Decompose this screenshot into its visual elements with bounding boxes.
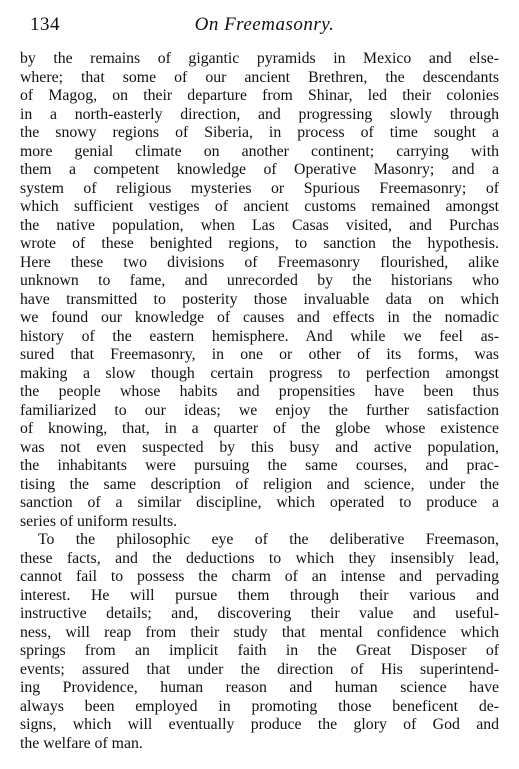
text-line: series of uniform results. bbox=[20, 512, 178, 530]
running-title: On Freemasonry. bbox=[194, 14, 335, 35]
text-line: familiarized to our ideas; we enjoy the further satisfaction bbox=[20, 401, 499, 419]
text-line: the people whose habits and propensities have been thus bbox=[20, 383, 499, 400]
text-line: unknown to fame, and unrecorded by the historians who bbox=[20, 272, 499, 289]
text-line: them a competent knowledge of Operative Masonry; and a bbox=[20, 161, 499, 178]
text-line: springs from an implicit faith in the Great Disposer of bbox=[20, 642, 499, 659]
text-line: which sufficient vestiges of ancient customs remained amongst bbox=[20, 198, 499, 215]
text-line: the snowy regions of Siberia, in process of time sought a bbox=[20, 124, 499, 141]
text-line: wrote of these benighted regions, to sanction the hypothesis. bbox=[20, 235, 499, 252]
text-line: system of religious mysteries or Spurious Freemasonry; of bbox=[20, 179, 499, 197]
text-line: of Magog, on their departure from Shinar, led their colonies bbox=[20, 87, 499, 104]
text-line: To the philosophic eye of the deliberative Freemason, bbox=[38, 531, 499, 548]
text-line: ness, will reap from their study that mental confidence which bbox=[20, 623, 499, 641]
paragraph-2 bbox=[20, 531, 499, 753]
text-line: we found our knowledge of causes and effects in the nomadic bbox=[20, 309, 499, 326]
page-number: 134 bbox=[30, 14, 60, 35]
paragraph-1 bbox=[20, 50, 499, 531]
text-line: by the remains of gigantic pyramids in Mexico and else- bbox=[20, 50, 499, 67]
text-line: sured that Freemasonry, in one or other of its forms, was bbox=[20, 346, 499, 363]
text-line: was not even suspected by this busy and active population, bbox=[20, 438, 499, 456]
text-line: the welfare of man. bbox=[20, 734, 143, 752]
text-line: cannot fail to possess the charm of an intense and pervading bbox=[20, 568, 499, 585]
text-line: always been employed in promoting those beneficent de- bbox=[20, 697, 499, 715]
text-line: where; that some of our ancient Brethren, the descendants bbox=[20, 68, 499, 86]
text-line: signs, which will eventually produce the glory of God and bbox=[20, 716, 499, 733]
text-line: of knowing, that, in a quarter of the globe whose existence bbox=[20, 420, 499, 437]
text-line: interest. He will pursue them through their various and bbox=[20, 586, 499, 604]
page-header bbox=[24, 6, 505, 36]
page-body bbox=[20, 50, 499, 753]
text-line: in a north-easterly direction, and progressing slowly through bbox=[20, 105, 499, 123]
text-line: Here these two divisions of Freemasonry flourished, alike bbox=[20, 253, 499, 271]
text-line: have transmitted to posterity those invaluable data on which bbox=[20, 290, 499, 308]
text-line: the native population, when Las Casas visited, and Purchas bbox=[20, 216, 499, 234]
text-line: tising the same description of religion and science, under the bbox=[20, 475, 499, 493]
text-line: instructive details; and, discovering their value and useful- bbox=[20, 605, 499, 622]
text-line: sanction of a similar discipline, which operated to produce a bbox=[20, 494, 499, 511]
text-line: history of the eastern hemisphere. And while we feel as- bbox=[20, 327, 499, 345]
text-line: these facts, and the deductions to which they insensibly lead, bbox=[20, 549, 499, 567]
text-line: more genial climate on another continent; carrying with bbox=[20, 142, 499, 160]
text-line: ing Providence, human reason and human science have bbox=[20, 679, 499, 696]
text-line: making a slow though certain progress to perfection amongst bbox=[20, 364, 499, 382]
text-line: the inhabitants were pursuing the same courses, and prac- bbox=[20, 457, 499, 474]
text-line: events; assured that under the direction of His superintend- bbox=[20, 660, 499, 678]
